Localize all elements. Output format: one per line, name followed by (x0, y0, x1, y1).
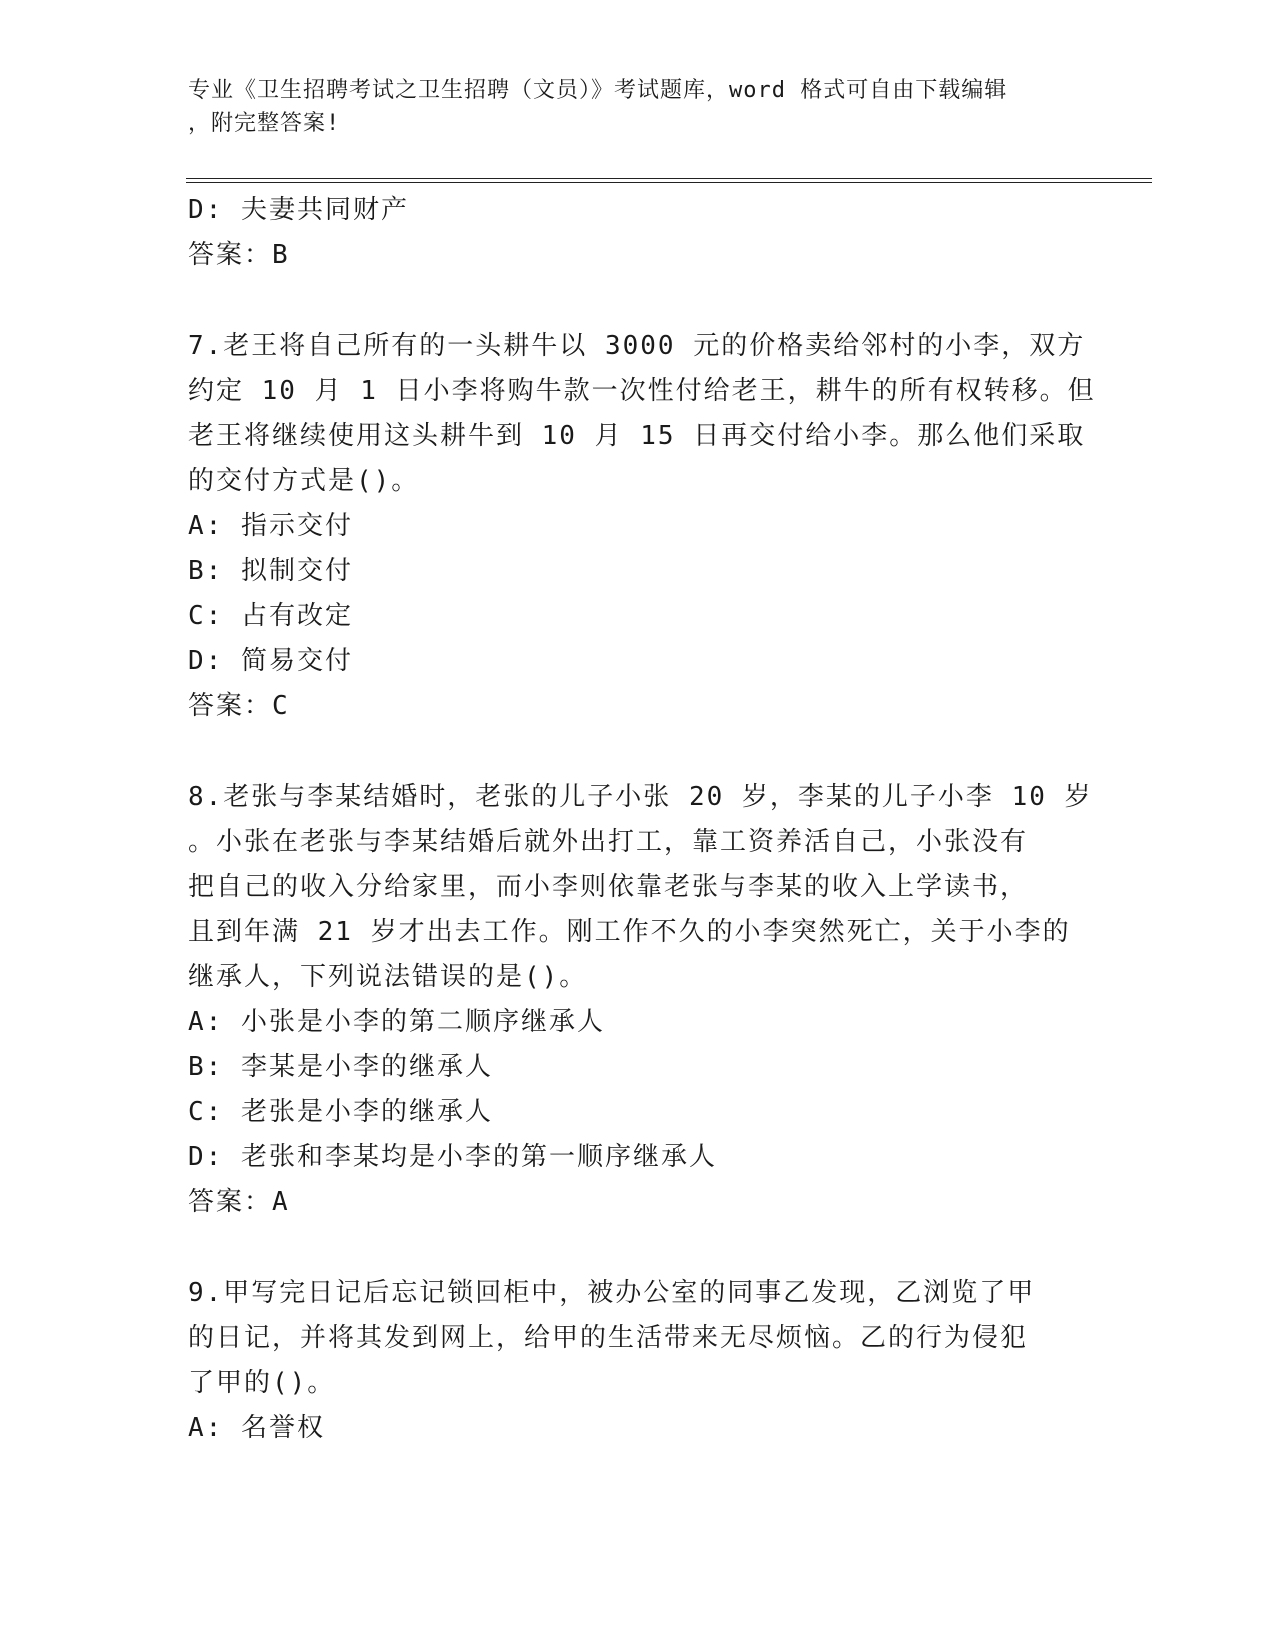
option-c: C: 老张是小李的继承人 (188, 1097, 493, 1127)
header-line-1: 专业《卫生招聘考试之卫生招聘（文员）》考试题库，word 格式可自由下载编辑 (188, 78, 1008, 103)
question-text-line: 9.甲写完日记后忘记锁回柜中，被办公室的同事乙发现，乙浏览了甲 (188, 1278, 1036, 1308)
header-divider-top (186, 178, 1152, 179)
option-d: D: 夫妻共同财产 (188, 195, 409, 225)
question-text-line: 了甲的()。 (188, 1368, 336, 1398)
document-body (188, 188, 1096, 1451)
question-8 (188, 775, 1093, 1225)
question-7 (188, 324, 1096, 729)
option-d: D: 简易交付 (188, 646, 353, 676)
option-c: C: 占有改定 (188, 601, 353, 631)
question-text-line: 把自己的收入分给家里，而小李则依靠老张与李某的收入上学读书， (188, 872, 1029, 902)
option-b: B: 拟制交付 (188, 556, 353, 586)
question-text-line: 约定 10 月 1 日小李将购牛款一次性付给老王，耕牛的所有权转移。但 (188, 376, 1096, 406)
question-text-line: 。小张在老张与李某结婚后就外出打工，靠工资养活自己，小张没有 (188, 827, 1029, 857)
previous-question-tail (188, 188, 1088, 278)
question-text-line: 老王将继续使用这头耕牛到 10 月 15 日再交付给小李。那么他们采取 (188, 421, 1086, 451)
question-text-line: 继承人，下列说法错误的是()。 (188, 962, 588, 992)
answer-line: 答案：B (188, 240, 290, 270)
option-a: A: 名誉权 (188, 1413, 325, 1443)
header-line-2: ，附完整答案! (188, 111, 341, 136)
answer-line: 答案：C (188, 691, 290, 721)
header-divider-bottom (186, 182, 1152, 183)
question-9 (188, 1271, 1088, 1451)
option-b: B: 李某是小李的继承人 (188, 1052, 493, 1082)
question-text-line: 7.老王将自己所有的一头耕牛以 3000 元的价格卖给邻村的小李，双方 (188, 331, 1086, 361)
option-d: D: 老张和李某均是小李的第一顺序继承人 (188, 1142, 717, 1172)
question-text-line: 8.老张与李某结婚时，老张的儿子小张 20 岁，李某的儿子小李 10 岁 (188, 782, 1093, 812)
document-header (188, 74, 1068, 140)
option-a: A: 指示交付 (188, 511, 353, 541)
question-text-line: 且到年满 21 岁才出去工作。刚工作不久的小李突然死亡，关于小李的 (188, 917, 1071, 947)
answer-line: 答案：A (188, 1187, 290, 1217)
option-a: A: 小张是小李的第二顺序继承人 (188, 1007, 605, 1037)
question-text-line: 的日记，并将其发到网上，给甲的生活带来无尽烦恼。乙的行为侵犯 (188, 1323, 1029, 1353)
question-text-line: 的交付方式是()。 (188, 466, 420, 496)
